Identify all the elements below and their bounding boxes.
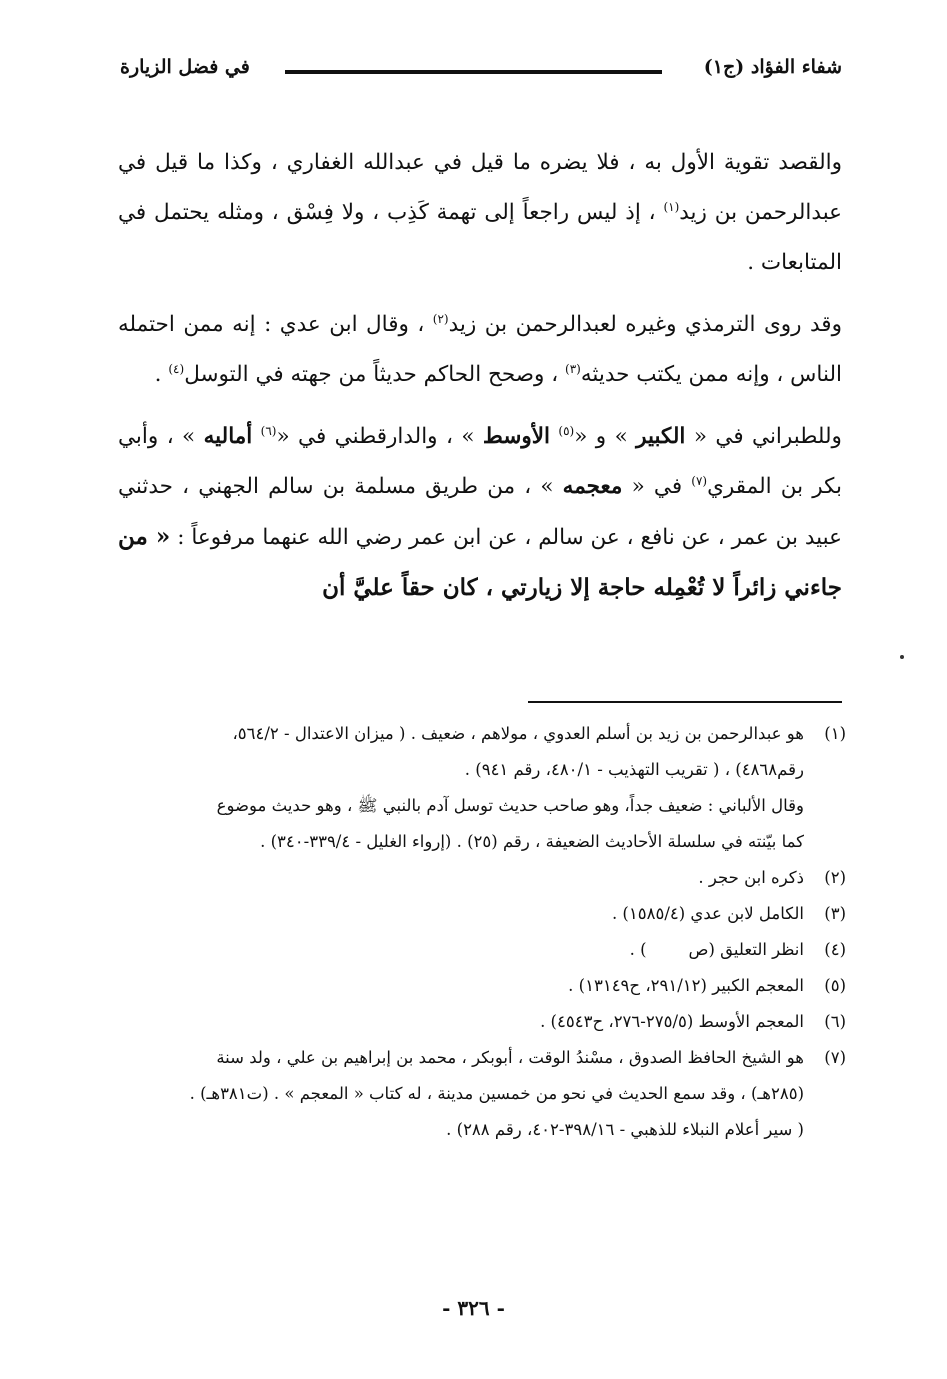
footnote-5 bbox=[118, 968, 846, 1004]
p2-line-2b: ، وصحح الحاكم حديثاً من جهته في bbox=[255, 362, 559, 387]
p3-text-2: » و « bbox=[574, 424, 628, 449]
paragraph-1 bbox=[118, 138, 842, 288]
footnotes bbox=[118, 716, 846, 1148]
footnote-number: (٥) bbox=[824, 976, 846, 995]
header-book-title bbox=[704, 56, 842, 78]
p1-line-1: والقصد تقوية الأول به ، فلا يضره ما قيل في عبدالله الغفاري ، وكذا ما قيل في bbox=[118, 150, 842, 175]
footnote-line: المعجم الكبير (٢٩١/١٢، ح١٣١٤٩) . bbox=[568, 976, 804, 995]
p3-text-4: » ، bbox=[166, 424, 196, 449]
footnote-ref-7[interactable]: (٧) bbox=[691, 473, 708, 488]
footnote-line: ذكره ابن حجر . bbox=[698, 868, 804, 887]
footnote-number: (٣) bbox=[824, 904, 846, 923]
footnote-1 bbox=[118, 716, 846, 860]
footnote-line: الكامل لابن عدي (١٥٨٥/٤) . bbox=[611, 904, 804, 923]
page-number: - ٣٢٦ - bbox=[442, 1296, 505, 1320]
running-header bbox=[120, 56, 842, 86]
header-book-name: شفاء الفؤاد bbox=[750, 56, 842, 78]
header-chapter-title: في فضل الزيارة bbox=[120, 56, 250, 78]
footnote-ref-2[interactable]: (٢) bbox=[432, 311, 449, 326]
p1-line-2b: ، إذ ليس راجعاً إلى تهمة كَذِب ، ولا فِسْق ، ومثله يحتمل bbox=[154, 200, 656, 225]
footnote-ref-1[interactable]: (١) bbox=[663, 199, 680, 214]
footnote-line: هو عبدالرحمن بن زيد بن أسلم العدوي ، مولاهم ، ضعيف . ( ميزان الاعتدال - ٥٦٤/٢، bbox=[232, 724, 804, 743]
footnote-number: (٦) bbox=[824, 1012, 846, 1031]
p2-line-1a: وقد روى الترمذي وغيره لعبدالرحمن بن زيد bbox=[448, 312, 842, 337]
footnote-separator bbox=[528, 701, 842, 703]
footnote-number: (١) bbox=[824, 724, 846, 743]
footnote-4 bbox=[118, 932, 846, 968]
p2-line-1b: ، وقال ابن عدي : إنه ممن bbox=[183, 312, 425, 337]
book-title-mujam: معجمه bbox=[562, 474, 623, 499]
footnote-text bbox=[118, 968, 804, 1004]
main-text bbox=[118, 138, 842, 626]
p3-text-8: حدثني عبيد بن عمر ، عن نافع ، عن سالم ، عن ابن عمر رضي الله عنهما bbox=[118, 474, 842, 550]
footnote-3 bbox=[118, 896, 846, 932]
footnote-line: (٢٨٥هـ) ، وقد سمع الحديث في نحو من خمسين مدينة ، له كتاب « المعجم » . (ت٣٨١هـ) . bbox=[189, 1084, 804, 1103]
footnote-line: رقم٤٨٦٨) ، ( تقريب التهذيب - ٤٨٠/١، رقم ٩٤١) . bbox=[464, 760, 804, 779]
footnote-ref-6[interactable]: (٦) bbox=[260, 423, 277, 438]
footnote-line: كما بيّنته في سلسلة الأحاديث الضعيفة ، رقم (٢٥) . (إرواء الغليل - ٣٣٩/٤-٣٤٠) . bbox=[260, 832, 804, 851]
footnote-7 bbox=[118, 1040, 846, 1148]
p3-text-9: مرفوعاً : bbox=[177, 525, 256, 550]
footnote-line: هو الشيخ الحافظ الصدوق ، مسْندُ الوقت ، أبوبكر ، محمد بن إبراهيم بن علي ، ولد سنة bbox=[216, 1048, 804, 1067]
footnote-text bbox=[118, 896, 804, 932]
footnote-line: المعجم الأوسط (٢٧٥/٥-٢٧٦، ح٤٥٤٣) . bbox=[540, 1012, 804, 1031]
p1-line-2a: عبدالرحمن بن زيد bbox=[679, 200, 843, 225]
p3-text-3: » ، والدارقطني في « bbox=[276, 424, 475, 449]
footnote-2 bbox=[118, 860, 846, 896]
p3-text-7: » ، من طريق مسلمة بن سالم الجهني ، bbox=[182, 474, 554, 499]
footnote-line: ( سير أعلام النبلاء للذهبي - ٣٩٨/١٦-٤٠٢، رقم ٢٨٨) . bbox=[446, 1120, 804, 1139]
p2-line-3a: التوسل bbox=[184, 362, 249, 387]
footnote-number: (٢) bbox=[824, 868, 846, 887]
p1-line-3: في المتابعات . bbox=[118, 200, 842, 275]
scan-speck bbox=[900, 655, 904, 659]
footnote-ref-4[interactable]: (٤) bbox=[168, 361, 185, 376]
footnote-text bbox=[118, 716, 804, 860]
book-title-awsat: الأوسط bbox=[482, 424, 550, 449]
footnote-text bbox=[118, 1004, 804, 1040]
p3-text-5: وأبي بكر بن المقري bbox=[118, 424, 843, 499]
p2-line-2a: احتمله الناس ، وإنه ممن يكتب حديثه bbox=[118, 312, 842, 387]
p3-text-6: في « bbox=[631, 474, 683, 499]
paragraph-2 bbox=[118, 300, 842, 400]
footnote-line: انظر التعليق (ص ) . bbox=[629, 940, 804, 959]
footnote-text bbox=[118, 860, 804, 896]
footnote-text bbox=[118, 932, 804, 968]
footnote-number: (٤) bbox=[824, 940, 846, 959]
footnote-number: (٧) bbox=[824, 1048, 846, 1067]
p3-text-1: وللطبراني في « bbox=[693, 424, 842, 449]
footnote-line: وقال الألباني : ضعيف جداً، وهو صاحب حديث توسل آدم بالنبي ﷺ ، وهو حديث موضوع bbox=[216, 796, 804, 815]
p2-line-3b: . bbox=[154, 362, 162, 387]
footnote-text bbox=[118, 1040, 804, 1148]
hadith-quote: « من جاءني زائراً لا تُعْمِله حاجة إلا زيارتي ، كان حقاً عليَّ أن bbox=[118, 523, 842, 601]
header-rule bbox=[285, 70, 662, 74]
book-title-kabir: الكبير bbox=[636, 424, 686, 449]
footnote-ref-3[interactable]: (٣) bbox=[565, 361, 581, 376]
footnote-6 bbox=[118, 1004, 846, 1040]
footnote-ref-5[interactable]: (٥) bbox=[558, 423, 575, 438]
book-title-amali: أماليه bbox=[203, 424, 253, 449]
header-volume: (ج١) bbox=[703, 56, 745, 78]
paragraph-3 bbox=[118, 412, 842, 614]
